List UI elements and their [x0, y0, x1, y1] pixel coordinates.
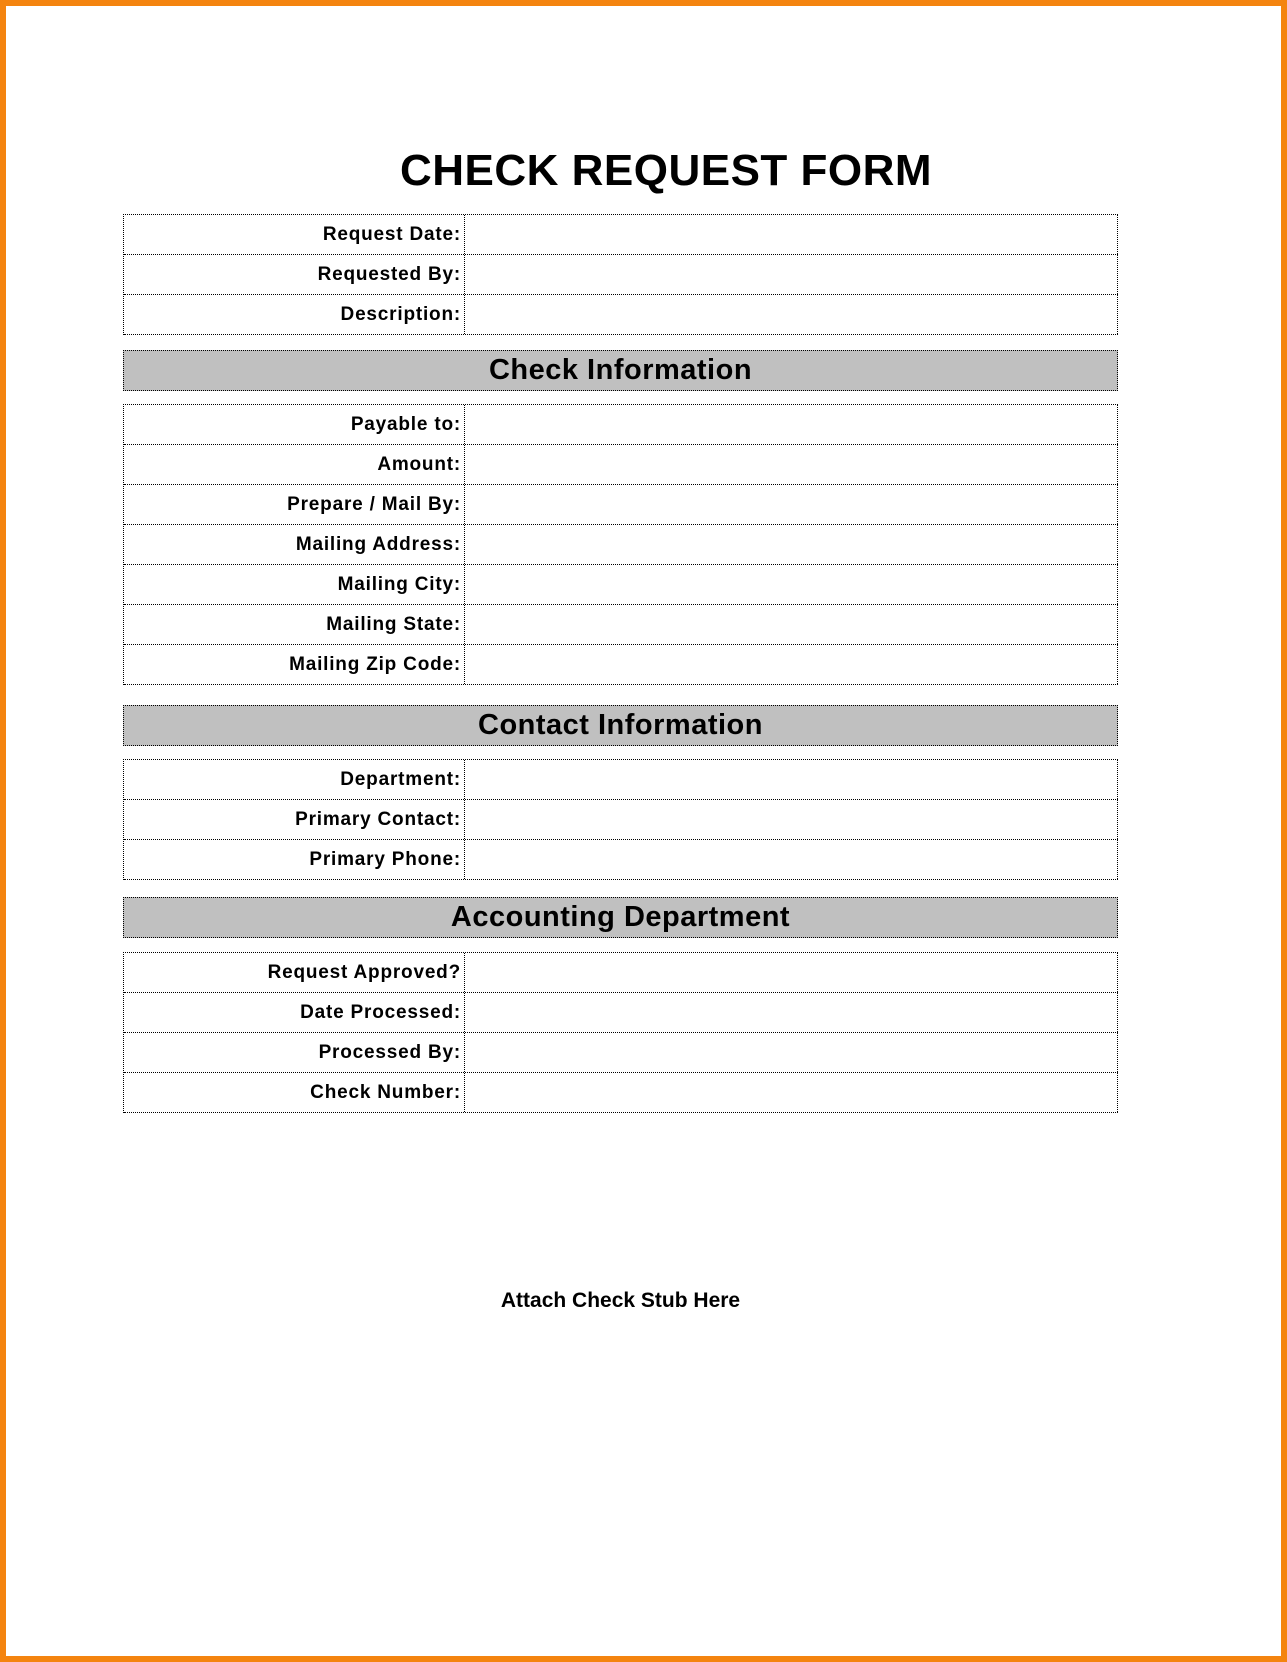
section-header-contact-information: Contact Information — [123, 705, 1118, 746]
field-label-mailing-address: Mailing Address: — [124, 525, 465, 564]
table-row — [124, 405, 1118, 445]
field-label-check-number: Check Number: — [124, 1073, 465, 1112]
field-label-processed-by: Processed By: — [124, 1033, 465, 1072]
field-value-check-number[interactable] — [465, 1073, 1118, 1112]
field-value-request-date[interactable] — [465, 215, 1118, 254]
field-value-mailing-state[interactable] — [465, 605, 1118, 644]
table-row — [124, 800, 1118, 840]
table-row — [124, 645, 1118, 685]
field-value-primary-contact[interactable] — [465, 800, 1118, 839]
field-label-description: Description: — [124, 295, 465, 334]
section-header-check-information: Check Information — [123, 350, 1118, 391]
field-label-mailing-state: Mailing State: — [124, 605, 465, 644]
field-value-amount[interactable] — [465, 445, 1118, 484]
field-label-date-processed: Date Processed: — [124, 993, 465, 1032]
field-label-primary-contact: Primary Contact: — [124, 800, 465, 839]
table-row — [124, 953, 1118, 993]
field-label-prepare-mail-by: Prepare / Mail By: — [124, 485, 465, 524]
field-value-description[interactable] — [465, 295, 1118, 334]
table-row — [124, 525, 1118, 565]
field-label-mailing-city: Mailing City: — [124, 565, 465, 604]
section-header-accounting-department: Accounting Department — [123, 897, 1118, 938]
field-label-payable-to: Payable to: — [124, 405, 465, 444]
table-row — [124, 760, 1118, 800]
table-row — [124, 1073, 1118, 1113]
check-information-table — [123, 404, 1118, 685]
field-value-mailing-city[interactable] — [465, 565, 1118, 604]
table-row — [124, 605, 1118, 645]
field-value-prepare-mail-by[interactable] — [465, 485, 1118, 524]
field-value-processed-by[interactable] — [465, 1033, 1118, 1072]
field-label-amount: Amount: — [124, 445, 465, 484]
table-row — [124, 565, 1118, 605]
field-label-request-approved: Request Approved? — [124, 953, 465, 992]
table-row — [124, 445, 1118, 485]
field-value-payable-to[interactable] — [465, 405, 1118, 444]
field-label-request-date: Request Date: — [124, 215, 465, 254]
field-value-mailing-zip-code[interactable] — [465, 645, 1118, 684]
field-value-requested-by[interactable] — [465, 255, 1118, 294]
contact-information-table — [123, 759, 1118, 880]
field-value-date-processed[interactable] — [465, 993, 1118, 1032]
accounting-department-table — [123, 952, 1118, 1113]
field-label-requested-by: Requested By: — [124, 255, 465, 294]
field-label-department: Department: — [124, 760, 465, 799]
field-value-primary-phone[interactable] — [465, 840, 1118, 879]
table-row — [124, 1033, 1118, 1073]
table-row — [124, 255, 1118, 295]
check-stub-attach-label: Attach Check Stub Here — [500, 1289, 741, 1312]
table-row — [124, 295, 1118, 335]
form-title: CHECK REQUEST FORM — [399, 146, 933, 195]
table-row — [124, 840, 1118, 880]
table-row — [124, 993, 1118, 1033]
table-row — [124, 485, 1118, 525]
field-label-mailing-zip-code: Mailing Zip Code: — [124, 645, 465, 684]
field-value-mailing-address[interactable] — [465, 525, 1118, 564]
field-label-primary-phone: Primary Phone: — [124, 840, 465, 879]
field-value-department[interactable] — [465, 760, 1118, 799]
table-row — [124, 215, 1118, 255]
field-value-request-approved[interactable] — [465, 953, 1118, 992]
request-info-table — [123, 214, 1118, 335]
